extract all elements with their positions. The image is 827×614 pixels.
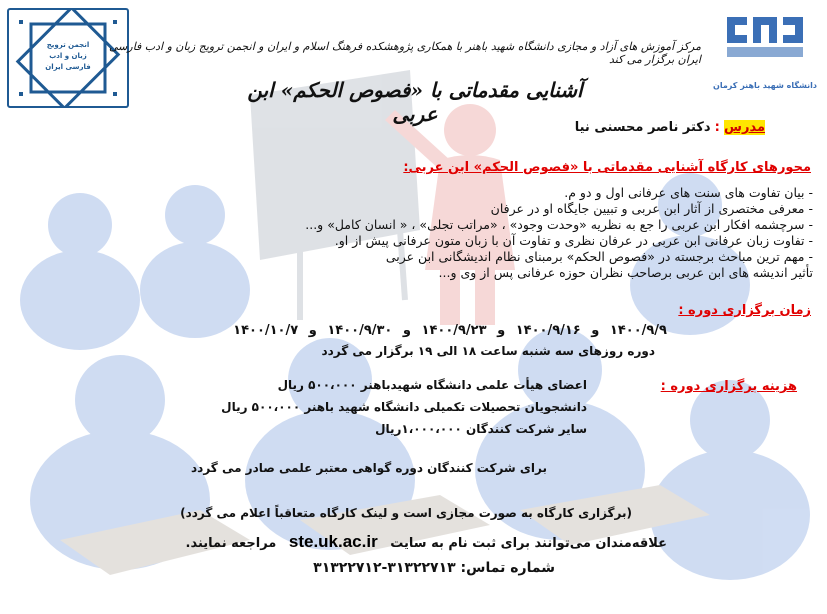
certificate-note: برای شرکت کنندگان دوره گواهی معتبر علمی صادر می گردد (191, 461, 547, 475)
registration-row (186, 532, 667, 552)
fee-item: سایر شرکت کنندگان ۱،۰۰۰،۰۰۰ریال (375, 422, 587, 436)
virtual-note: (برگزاری کارگاه به صورت مجازی است و لینک کارگاه متعاقباً اعلام می گردد) (180, 506, 632, 520)
schedule-note: دوره روزهای سه شنبه ساعت ۱۸ الی ۱۹ برگزار می گردد (321, 344, 655, 358)
topic-item: - بیان تفاوت های سنت های عرفانی اول و دو م. (564, 185, 813, 200)
registration-before: علاقه‌مندان می‌توانند برای ثبت نام به سایت (390, 536, 667, 551)
topic-item: - مهم ترین مباحث برجسته در «فصوص الحکم» برمبنای نظام اندیشگانی ابن عربی (385, 249, 813, 264)
contact-phone: شماره تماس: ۳۱۳۲۲۷۱۳-۳۱۳۲۲۷۱۲ (313, 560, 555, 576)
association-logo-text: انجمن ترویج زبان و ادب فارسی ایران (45, 41, 91, 71)
instructor-label: مدرس (724, 120, 765, 135)
fee-item: اعضای هیأت علمی دانشگاه شهیدباهنر ۵۰۰،۰۰۰ ریال (277, 378, 587, 392)
instructor-name: دکتر ناصر محسنی نیا (574, 120, 711, 135)
topic-item: - سرچشمه افکار ابن عربی را جع به نظریه «وحدت وجود» ، «مراتب تجلی» ، « انسان کامل» و... (305, 217, 813, 232)
organizer-line: مرکز آموزش های آزاد و مجازی دانشگاه شهید باهنر با همکاری پژوهشکده فرهنگ اسلام و ایران و انجمن ترویج زبان و ادب فارسی ایران برگزار می کند (109, 40, 701, 66)
topic-item: تأثیر اندیشه های ابن عربی برصاحب نظران حوزه عرفانی پس از وی و... (438, 265, 813, 280)
fees-heading: هزینه برگزاری دوره : (660, 379, 797, 394)
instructor-row: مدرس : دکتر ناصر محسنی نیا (574, 120, 765, 135)
university-logo (709, 9, 821, 104)
registration-after: مراجعه نمایند. (185, 536, 277, 551)
fee-item: دانشجویان تحصیلات تکمیلی دانشگاه شهید باهنر ۵۰۰،۰۰۰ ریال (221, 400, 587, 414)
page-title: آشنایی مقدماتی با «فصوص الحکم» ابن عربی (247, 78, 583, 126)
university-logo-text: دانشگاه شهید باهنر کرمان (713, 81, 817, 90)
university-emblem-icon (709, 9, 821, 79)
schedule-heading: زمان برگزاری دوره : (678, 303, 811, 318)
registration-site-link[interactable]: ste.uk.ac.ir (288, 532, 378, 551)
topic-item: - تفاوت زبان عرفانی ابن عربی در عرفان نظری و تفاوت آن با زبان متون عرفانی پیش از او. (334, 233, 813, 248)
schedule-dates: ۱۴۰۰/۹/۹ و ۱۴۰۰/۹/۱۶ و ۱۴۰۰/۹/۲۳ و ۱۴۰۰/۹/۳۰ و ۱۴۰۰/۱۰/۷ (233, 323, 667, 338)
topics-heading: محورهای کارگاه آشنایی مقدماتی با «فصوص الحکم» ابن عربی: (403, 160, 811, 175)
topic-item: - معرفی مختصری از آثار ابن عربی و تبیین جایگاه او در عرفان (490, 201, 813, 216)
